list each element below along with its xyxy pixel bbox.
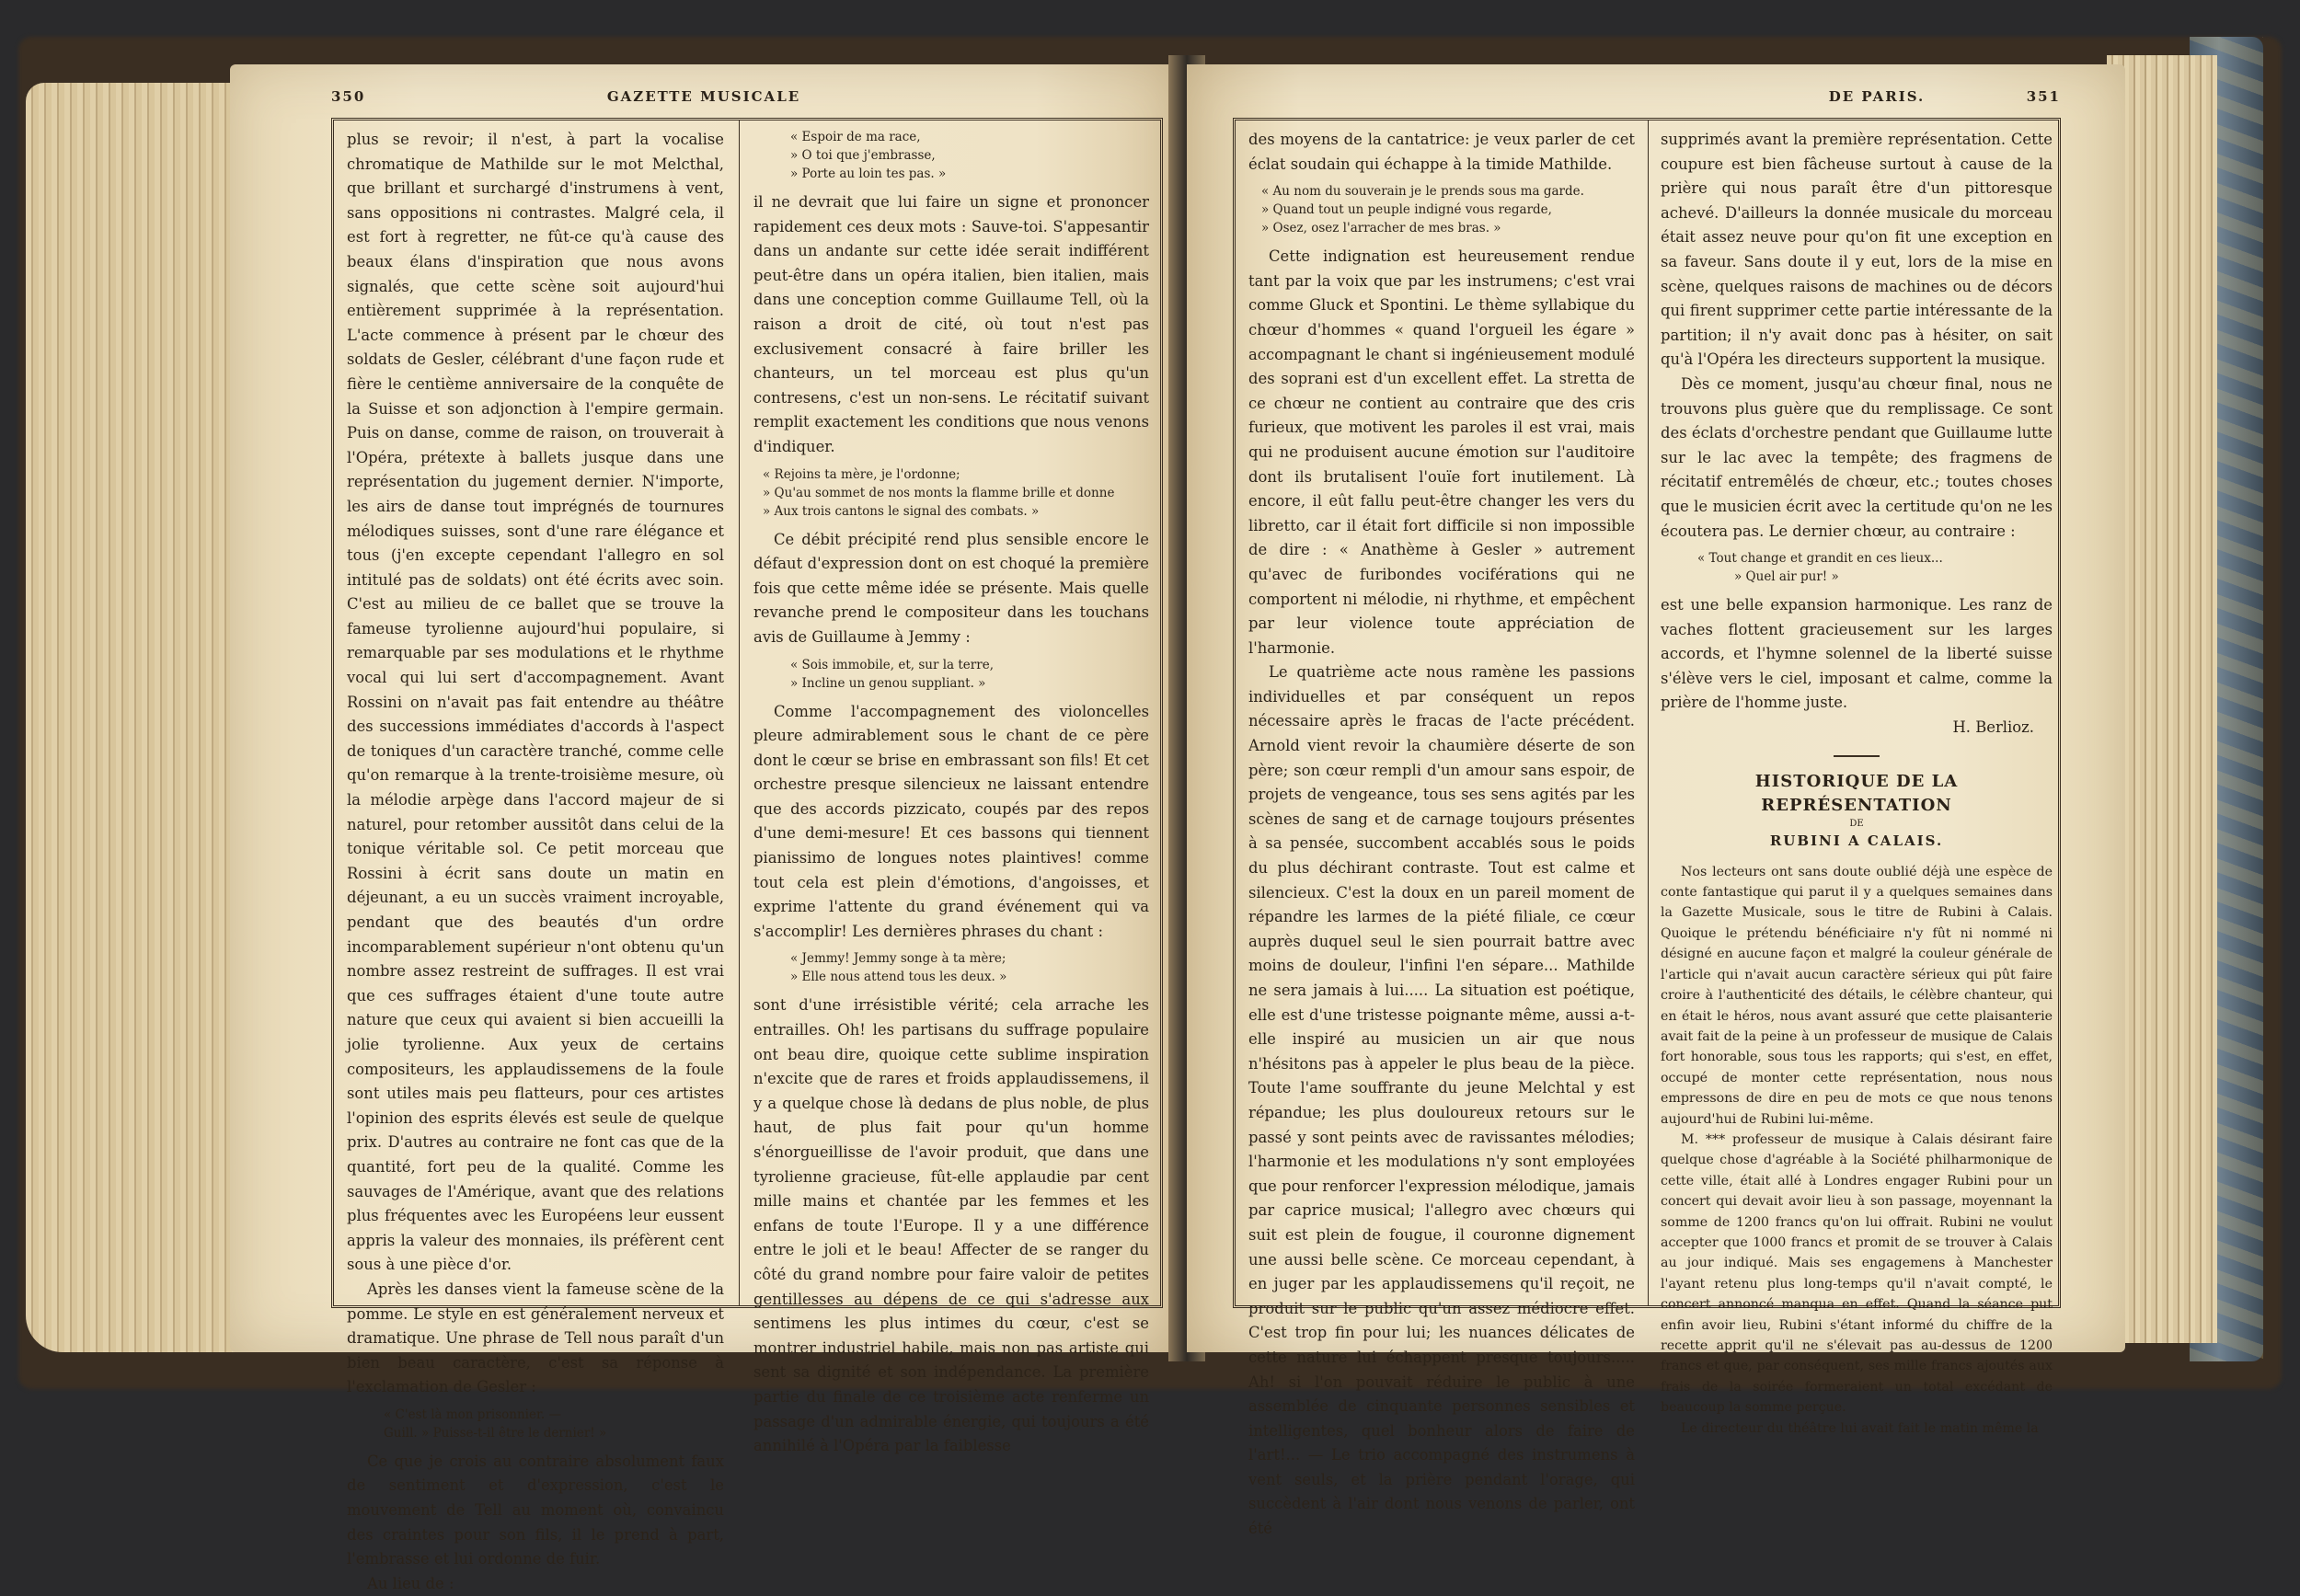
- verse-line: « Au nom du souverain je le prends sous ma garde.: [1261, 184, 1584, 200]
- author-signature: H. Berlioz.: [1952, 718, 2034, 737]
- verse-line: « Sois immobile, et, sur la terre,: [790, 657, 994, 672]
- verse-quote: [790, 656, 1149, 693]
- verse-line: » Osez, osez l'arracher de mes bras. »: [1261, 221, 1501, 236]
- right-column-1: [1248, 128, 1635, 1538]
- verse-line: » Quel air pur! »: [1734, 569, 1839, 585]
- paragraph: sont d'une irrésistible vérité; cela arrache les entrailles. Oh! les partisans du suffrage populaire ont beau dire, quoique cette sublime inspiration n'excite que de rares et froids applaudissemens, il y a quelque chose là dedans de plus noble, de plus haut, de plus fait pour qu'un homme s'énorgueillisse de l'avoir produit, que dans une tyrolienne gracieuse, fût-elle applaudie par cent mille mains et chantée par les femmes et les enfans de toute l'Europe. Il y a une différence entre le joli et le beau! Affecter de se ranger du côté du grand nombre pour faire valoir de petites gentillesses au dépens de ce qui s'adresse aux sentimens les plus intimes du cœur, c'est se montrer industriel habile, mais non pas artiste qui sent sa dignité et son indépendance. La première partie du finale de ce troisième acte renferme un passage d'un admirable énergie, qui toujours a été annihilé à l'Opéra par la faiblesse: [753, 996, 1149, 1455]
- paragraph: Le directeur du théâtre lui avait fait le matin même la: [1681, 1420, 2039, 1436]
- verse-line: » Porte au loin tes pas. »: [790, 166, 947, 181]
- column-rule: [739, 121, 740, 1305]
- paragraph: Après les danses vient la fameuse scène de la pomme. Le style en est généralement nerveux et dramatique. Une phrase de Tell nous paraît d'un bien beau caractère, c'est sa réponse à l'exclamation de Gesler :: [347, 1280, 724, 1396]
- verse-quote: [790, 128, 1149, 183]
- right-page: [1187, 64, 2125, 1538]
- left-column-2: [753, 128, 1149, 1455]
- verse-line: « C'est là mon prisonnier. —: [384, 1407, 562, 1422]
- paragraph: M. *** professeur de musique à Calais désirant faire quelque chose d'agréable à la Société philharmonique de cette ville, était allé à Londres engager Rubini pour un concert qui devait avoir lieu à son passage, moyennant la somme de 1200 francs qu'on lui offrait. Rubini ne voulut accepter que 1000 francs et promit de se trouver à Calais au jour indiqué. Mais ses engagemens à Manchester l'ayant retenu plus long-temps qu'il n'avait compté, le concert annoncé manqua en effet. Quand la séance put enfin avoir lieu, Rubini s'étant informé du chiffre de la recette apprit qu'il ne s'élevait pas au-dessus de 1200 francs et que, par conséquent, ses mille francs ajoutés aux frais de la soirée formeraient un total excédant de beaucoup la somme perçue.: [1661, 1131, 2053, 1416]
- right-text-frame: [1233, 118, 2061, 1538]
- verse-line: « Tout change et grandit en ces lieux...: [1697, 551, 1943, 567]
- page-number-left: 350: [331, 88, 366, 105]
- paragraph: Cette indignation est heureusement rendue tant par la voix que par les instrumens; c'est vrai comme Gluck et Spontini. Le thème syllabique du chœur d'hommes « quand l'orgueil les égare » accompagnant le chant si ingénieusement modulé des soprani est d'un excellent effet. La stretta de ce chœur ne contient au contraire que des cris furieux, que motivent les paroles il est vrai, mais qui ne produisent aucune émotion sur l'auditoire dont ils brutalisent l'ouïe fort inutilement. Là encore, il eût fallu peut-être changer les vers du libretto, car il était fort difficile si non impossible de dire : « Anathème à Gesler » autrement qu'avec de furibondes vociférations qui ne comportent ni mélodie, ni rhythme, et empêchent par leur violence toute appréciation de l'harmonie.: [1248, 247, 1635, 657]
- verse-quote: [790, 949, 1149, 986]
- running-head-right: DE PARIS.: [1828, 88, 1926, 105]
- left-page: [230, 64, 1178, 1592]
- article-title: HISTORIQUE DE LA REPRÉSENTATION: [1754, 771, 1959, 815]
- paragraph: Le quatrième acte nous ramène les passions individuelles et par conséquent un repos nécessaire après le fracas de l'acte précédent. Arnold vient revoir la chaumière déserte de son père; son cœur rempli d'un amour sans espoir, de projets de vengeance, tous ses sens agités par les scènes de sang et de carnage toujours présentes à sa pensée, succombent accablés sous le poids du plus déchirant contraste. Tout est calme et silencieux. C'est la doux en un pareil moment de répandre les larmes de la piété filiale, ce cœur auprès duquel seul le sien pourrait battre avec moins de douleur, l'infini l'en sépare... Mathilde ne sera jamais à lui..... La situation est poétique, elle est d'une tristesse poignante même, aussi a-t-elle inspiré au musicien un air que nous n'hésitons pas à appeler le plus beau de la pièce. Toute l'ame souffrante du jeune Melchtal y est répandue; les plus douloureux retours sur le passé y sont peints avec de ravissantes mélodies; l'harmonie et les modulations n'y sont employées que pour renforcer l'expression mélodique, jamais par caprice musical; l'allegro avec chœurs qui suit est plein de fougue, il couronne dignement une aussi belle scène. Ce morceau cependant, à en juger par les applaudissemens qu'il reçoit, ne produit sur le public qu'un assez médiocre effet. C'est trop fin pour lui; les nuances délicates de cette nature lui échappent presque toujours..... Ah! si l'on pouvait réduire le public à une assemblée de cinquante personnes sensibles et intelligentes, quel bonheur alors de faire de l'art!... — Le trio accompagné des instrumens à vent seuls, et la prière pendant l'orage, qui succèdent à l'air dont nous venons de parler, ont été: [1248, 663, 1635, 1538]
- verse-line: » Incline un genou suppliant. »: [790, 675, 986, 691]
- verse-line: » Elle nous attend tous les deux. »: [790, 970, 1007, 985]
- left-column-1: [347, 128, 724, 1592]
- paragraph: plus se revoir; il n'est, à part la vocalise chromatique de Mathilde sur le mot Melcthal, que brillant et surchargé d'instrumens à vent, sans oppositions ni contrastes. Malgré cela, il est fort à regretter, ne fût-ce qu'à cause des beaux élans d'inspiration que nous avons signalés, que cette scène soit aujourd'hui entièrement supprimée à la représentation. L'acte commence à présent par le chœur des soldats de Gesler, célébrant d'une façon rude et fière le centième anniversaire de la conquête de la Suisse et son adjonction à l'empire germain. Puis on danse, comme de raison, on trouverait à l'Opéra, prétexte à ballets jusque dans une représentation du jugement dernier. N'importe, les airs de danse tout imprégnés de tournures mélodiques suisses, sont d'une rare élégance et tous (j'en excepte cependant l'allegro en sol intitulé pas de soldats) ont été écrits avec soin. C'est au milieu de ce ballet que se trouve la fameuse tyrolienne aujourd'hui populaire, si remarquable par ses modulations et le rhythme vocal qui lui sert d'accompagnement. Avant Rossini on n'avait pas fait entendre au théâtre des successions immédiates d'accords à l'aspect de toniques d'un caractère tranché, comme celle qu'on remarque à la trente-troisième mesure, où la mélodie arpège dans l'accord majeur de si naturel, pour retomber aussitôt dans celui de la tonique véritable sol. Ce petit morceau que Rossini à écrit sans doute un matin en déjeunant, a eu un succès vraiment incroyable, pendant que des beautés d'un ordre incomparablement supérieur n'ont obtenu qu'un nombre assez restreint de suffrages. Il est vrai que ces suffrages étaient d'une toute autre nature que ceux qui avaient si bien accueilli la jolie tyrolienne. Aux yeux de certains compositeurs, les applaudissemens de la foule sont utiles mais peu flatteurs, pour ces artistes l'opinion des esprits élevés est seule de quelque prix. D'autres au contraire ne font cas que de la quantité, fort peu de la qualité. Comme les sauvages de l'Amérique, avant que des relations plus fréquentes avec les Européens leur eussent appris la valeur des monnaies, ils préfèrent cent sous à une pièce d'or.: [347, 131, 724, 1274]
- verse-line: » Quand tout un peuple indigné vous regarde,: [1261, 202, 1552, 218]
- verse-quote: [1697, 549, 2053, 586]
- verse-quote: [1261, 182, 1635, 237]
- paragraph: Nos lecteurs ont sans doute oublié déjà une espèce de conte fantastique qui parut il y a quelques semaines dans la Gazette Musicale, sous le titre de Rubini à Calais. Quoique le prétendu bénéficiaire n'y fût ni nommé ni désigné en aucune façon et malgré la couleur générale de l'article qui n'avait aucun caractère sérieux qui pût faire croire à l'authenticité des détails, le célèbre chanteur, qui en était le héros, nous avant assuré que cette plaisanterie avait fait de la peine à un professeur de musique de Calais fort honorable, sous tous les rapports; qui s'est, en effet, occupé de monter cette représentation, nous nous empressons de dire en peu de mots ce que nous tenons aujourd'hui de Rubini lui-même.: [1661, 864, 2053, 1127]
- column-rule: [1648, 121, 1649, 1305]
- article-body: [1661, 862, 2053, 1439]
- left-page-edges: [26, 83, 237, 1352]
- page-number-right: 351: [2026, 88, 2061, 105]
- verse-line: « Espoir de ma race,: [790, 130, 921, 144]
- paragraph: supprimés avant la première représentation. Cette coupure est bien fâcheuse surtout à cause de la prière qui nous paraît être d'un pittoresque achevé. D'ailleurs la donnée musicale du morceau était assez neuve pour qu'on fit une exception en sa faveur. Sans doute il y eut, lors de la mise en scène, quelques raisons de machines ou de décors qui firent supprimer cette partie intéressante de la partition; il n'y avait donc pas à hésiter, on sait qu'à l'Opéra les directeurs supportent la musique.: [1661, 131, 2053, 369]
- running-head-left: GAZETTE MUSICALE: [606, 88, 801, 105]
- left-text-frame: [331, 118, 1163, 1592]
- verse-line: Guill. » Puisse-t-il être le dernier! »: [384, 1425, 607, 1441]
- right-column-2: [1661, 128, 2053, 1436]
- paragraph: Ce débit précipité rend plus sensible encore le défaut d'expression dont on est choqué la première fois que cette même idée se présente. Mais quelle revanche prend le compositeur dans les touchans avis de Guillaume à Jemmy :: [753, 530, 1149, 646]
- article-subtitle: RUBINI A CALAIS.: [1769, 832, 1944, 849]
- verse-quote: [763, 465, 1149, 521]
- paragraph: Ce que je crois au contraire absolument faux de sentiment et d'expression, c'est le mouvement de Tell au moment où, convaincu des craintes pour son fils, il le prend à part, l'embrasse et lui ordonne de fuir.: [347, 1452, 724, 1568]
- paragraph: des moyens de la cantatrice: je veux parler de cet éclat soudain qui échappe à la timide Mathilde.: [1248, 131, 1635, 173]
- section-separator: [1834, 755, 1880, 757]
- article-title-connector: DE: [1849, 818, 1864, 829]
- verse-line: « Rejoins ta mère, je l'ordonne;: [763, 466, 960, 482]
- verse-line: » Aux trois cantons le signal des combats. »: [763, 503, 1040, 519]
- paragraph: Comme l'accompagnement des violoncelles pleure admirablement sous le chant de ce père dont le cœur se brise en embrassant son fils! Et cet orchestre presque silencieux ne laissant entendre que des accords pizzicato, coupés par des repos d'une demi-mesure! Et ces bassons qui tiennent pianissimo de longues notes plaintives! comme tout cela est plein d'émotions, d'angoisses, et exprime l'attente du grand événement qui va s'accomplir! Les dernières phrases du chant :: [753, 702, 1149, 940]
- paragraph: est une belle expansion harmonique. Les ranz de vaches flottent gracieusement sur les larges accords, et l'hymne solennel de la liberté suisse s'élève vers le ciel, imposant et calme, comme la prière de l'homme juste.: [1661, 596, 2053, 712]
- verse-line: « Jemmy! Jemmy songe à ta mère;: [790, 951, 1006, 967]
- verse-line: » Qu'au sommet de nos monts la flamme brille et donne: [763, 485, 1115, 500]
- verse-line: » O toi que j'embrasse,: [790, 148, 936, 163]
- verse-quote: [384, 1406, 724, 1442]
- paragraph: il ne devrait que lui faire un signe et prononcer rapidement ces deux mots : Sauve-toi. S'appesantir dans un andante sur cette idée serait indifférent peut-être dans un opéra italien, bien italien, mais dans une conception comme Guillaume Tell, où la raison a droit de cité, où tout n'est pas exclusivement consacré à faire briller les chanteurs, un tel morceau est plus qu'un contresens, c'est un non-sens. Le récitatif suivant remplit exactement les conditions que nous venons d'indiquer.: [753, 193, 1149, 455]
- paragraph: Dès ce moment, jusqu'au chœur final, nous ne trouvons plus guère que du remplissage. Ce sont des éclats d'orchestre pendant que Guillaume lutte sur le lac avec la tempête; des fragmens de récitatif entremêlés de chœur, etc.; toutes choses que le musicien écrit avec la certitude qu'on ne les écoutera pas. Le dernier chœur, au contraire :: [1661, 374, 2053, 540]
- paragraph: Au lieu de :: [367, 1574, 454, 1592]
